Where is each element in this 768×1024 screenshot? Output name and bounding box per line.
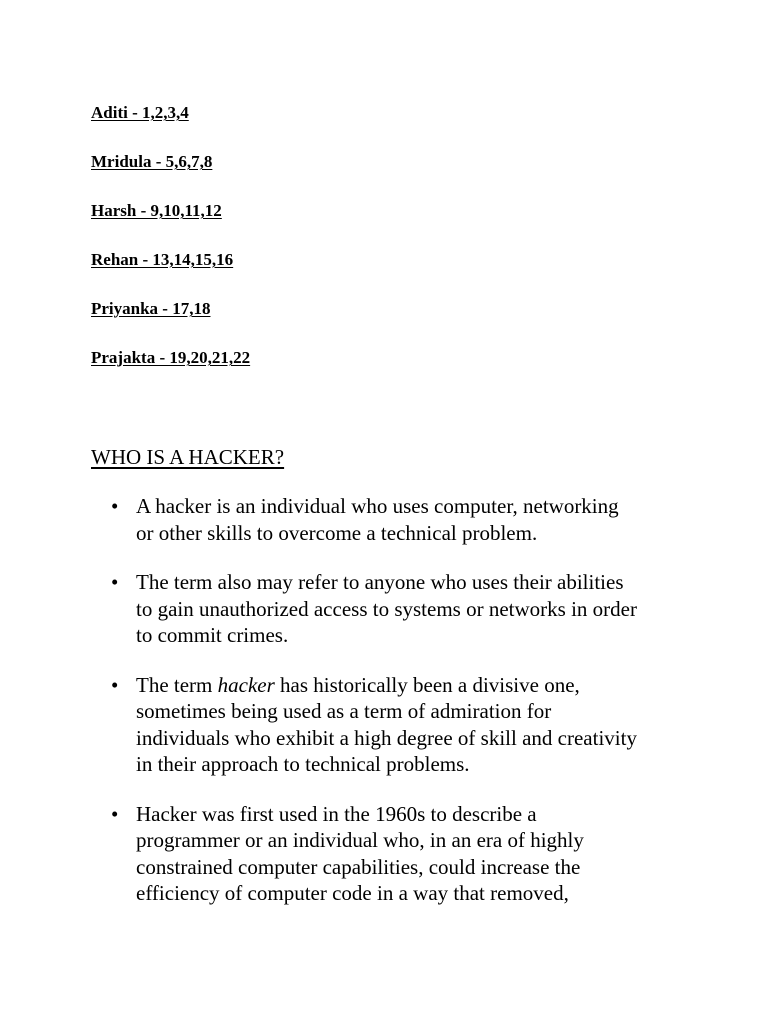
text-line: individuals who exhibit a high degree of skill and creativity <box>136 725 637 750</box>
bullet-text <box>136 672 681 778</box>
text-line: Hacker was first used in the 1960s to describe a <box>136 801 537 826</box>
bullet-icon: • <box>111 672 119 697</box>
section-heading: WHO IS A HACKER? <box>91 445 285 469</box>
bullet-icon: • <box>111 570 119 594</box>
assignment-list <box>91 102 250 396</box>
text-line: to commit crimes. <box>136 623 289 647</box>
bullet-text <box>136 493 681 546</box>
assignment-item: Mridula - 5,6,7,8 <box>91 152 213 171</box>
text-line: efficiency of computer code in a way that removed, <box>136 881 569 905</box>
text-line: sometimes being used as a term of admiration for <box>136 699 552 723</box>
text-line: in their approach to technical problems. <box>136 752 470 776</box>
assignment-item: Harsh - 9,10,11,12 <box>91 201 222 220</box>
text-line: A hacker is an individual who uses computer, networking <box>136 494 619 518</box>
bullet-item <box>111 672 681 778</box>
assignment-item: Aditi - 1,2,3,4 <box>91 103 189 122</box>
assignment-item: Rehan - 13,14,15,16 <box>91 250 234 269</box>
bullet-icon: • <box>111 494 119 518</box>
bullet-icon: • <box>111 801 119 826</box>
text-line <box>136 672 681 699</box>
bullet-text <box>136 801 681 907</box>
text-run: The term <box>136 672 218 697</box>
bullet-item <box>111 801 681 907</box>
bullet-item <box>111 493 681 546</box>
bullet-item <box>111 569 681 649</box>
text-line: The term also may refer to anyone who uses their abilities <box>136 570 624 594</box>
italic-term: hacker <box>217 672 275 697</box>
text-line: or other skills to overcome a technical problem. <box>136 520 538 545</box>
text-line: constrained computer capabilities, could increase the <box>136 854 581 879</box>
text-line: programmer or an individual who, in an era of highly <box>136 828 584 852</box>
text-run: has historically been a divisive one, <box>274 672 580 697</box>
bullet-text <box>136 569 681 649</box>
bullet-list <box>111 493 681 930</box>
assignment-item: Prajakta - 19,20,21,22 <box>91 348 251 367</box>
assignment-item: Priyanka - 17,18 <box>91 299 211 318</box>
text-line: to gain unauthorized access to systems or networks in order <box>136 596 637 621</box>
